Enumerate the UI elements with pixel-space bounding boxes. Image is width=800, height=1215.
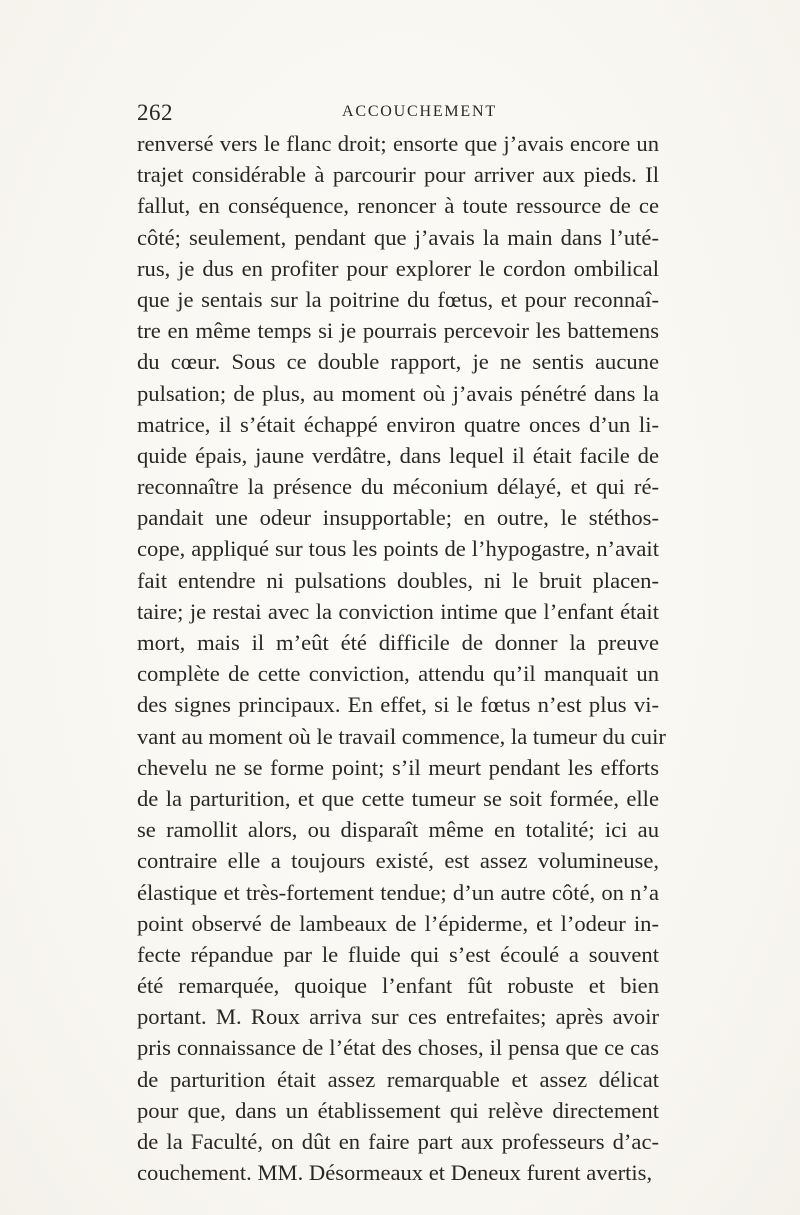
text-line: portant. M. Roux arriva sur ces entrefaites; après avoir <box>137 1004 659 1030</box>
text-line: de la parturition, et que cette tumeur se soit formée, elle <box>137 785 659 811</box>
text-line: mort, mais il m’eût été difficile de donner la preuve <box>137 630 659 655</box>
text-line: pour que, dans un établissement qui relève directement <box>137 1097 659 1123</box>
text-line: chevelu ne se forme point; s’il meurt pendant les efforts <box>137 754 659 780</box>
text-line: contraire elle a toujours existé, est assez volumineuse, <box>137 848 659 874</box>
text-line: renversé vers le flanc droit; ensorte que j’avais encore un <box>137 131 659 156</box>
text-line: fallut, en conséquence, renoncer à toute ressource de ce <box>137 193 659 219</box>
text-line: trajet considérable à parcourir pour arriver aux pieds. Il <box>137 162 659 188</box>
text-line: pandait une odeur insupportable; en outre, le stéthos- <box>137 505 659 531</box>
text-line: de parturition était assez remarquable et assez délicat <box>137 1066 659 1092</box>
text-line: du cœur. Sous ce double rapport, je ne sentis aucune <box>137 349 659 375</box>
page-number: 262 <box>137 100 173 125</box>
text-line: complète de cette conviction, attendu qu’il manquait un <box>137 661 659 687</box>
text-line: fait entendre ni pulsations doubles, ni le bruit placen- <box>137 567 659 593</box>
text-line: élastique et très-fortement tendue; d’un autre côté, on n’a <box>137 879 659 905</box>
text-line: vant au moment où le travail commence, la tumeur du cuir <box>137 723 666 749</box>
running-head: ACCOUCHEMENT <box>342 103 497 120</box>
text-line: été remarquée, quoique l’enfant fût robuste et bien <box>137 973 659 999</box>
text-line: reconnaître la présence du méconium délayé, et qui ré- <box>137 474 659 500</box>
text-line: côté; seulement, pendant que j’avais la main dans l’uté- <box>137 224 659 250</box>
text-line: se ramollit alors, ou disparaît même en totalité; ici au <box>137 817 659 843</box>
text-line: que je sentais sur la poitrine du fœtus, et pour reconnaî- <box>137 286 659 312</box>
text-line: pulsation; de plus, au moment où j’avais pénétré dans la <box>137 380 659 406</box>
text-line: taire; je restai avec la conviction intime que l’enfant était <box>137 598 659 624</box>
page-header <box>137 100 657 126</box>
text-line: matrice, il s’était échappé environ quatre onces d’un li- <box>137 411 659 437</box>
text-line: cope, appliqué sur tous les points de l’hypogastre, n’avait <box>137 536 659 562</box>
text-line: de la Faculté, on dût en faire part aux professeurs d’ac- <box>137 1129 659 1154</box>
text-line: quide épais, jaune verdâtre, dans lequel il était facile de <box>137 442 659 468</box>
text-line: rus, je dus en profiter pour explorer le cordon ombilical <box>137 255 659 281</box>
text-line: des signes principaux. En effet, si le fœtus n’est plus vi- <box>137 692 659 718</box>
text-line: tre en même temps si je pourrais percevoir les battemens <box>137 318 659 344</box>
text-line: point observé de lambeaux de l’épiderme, et l’odeur in- <box>137 910 659 936</box>
text-line: fecte répandue par le fluide qui s’est écoulé a souvent <box>137 941 659 967</box>
text-line: couchement. MM. Désormeaux et Deneux furent avertis, <box>137 1160 653 1186</box>
body-text <box>137 128 666 1188</box>
text-line: pris connaissance de l’état des choses, il pensa que ce cas <box>137 1035 659 1061</box>
